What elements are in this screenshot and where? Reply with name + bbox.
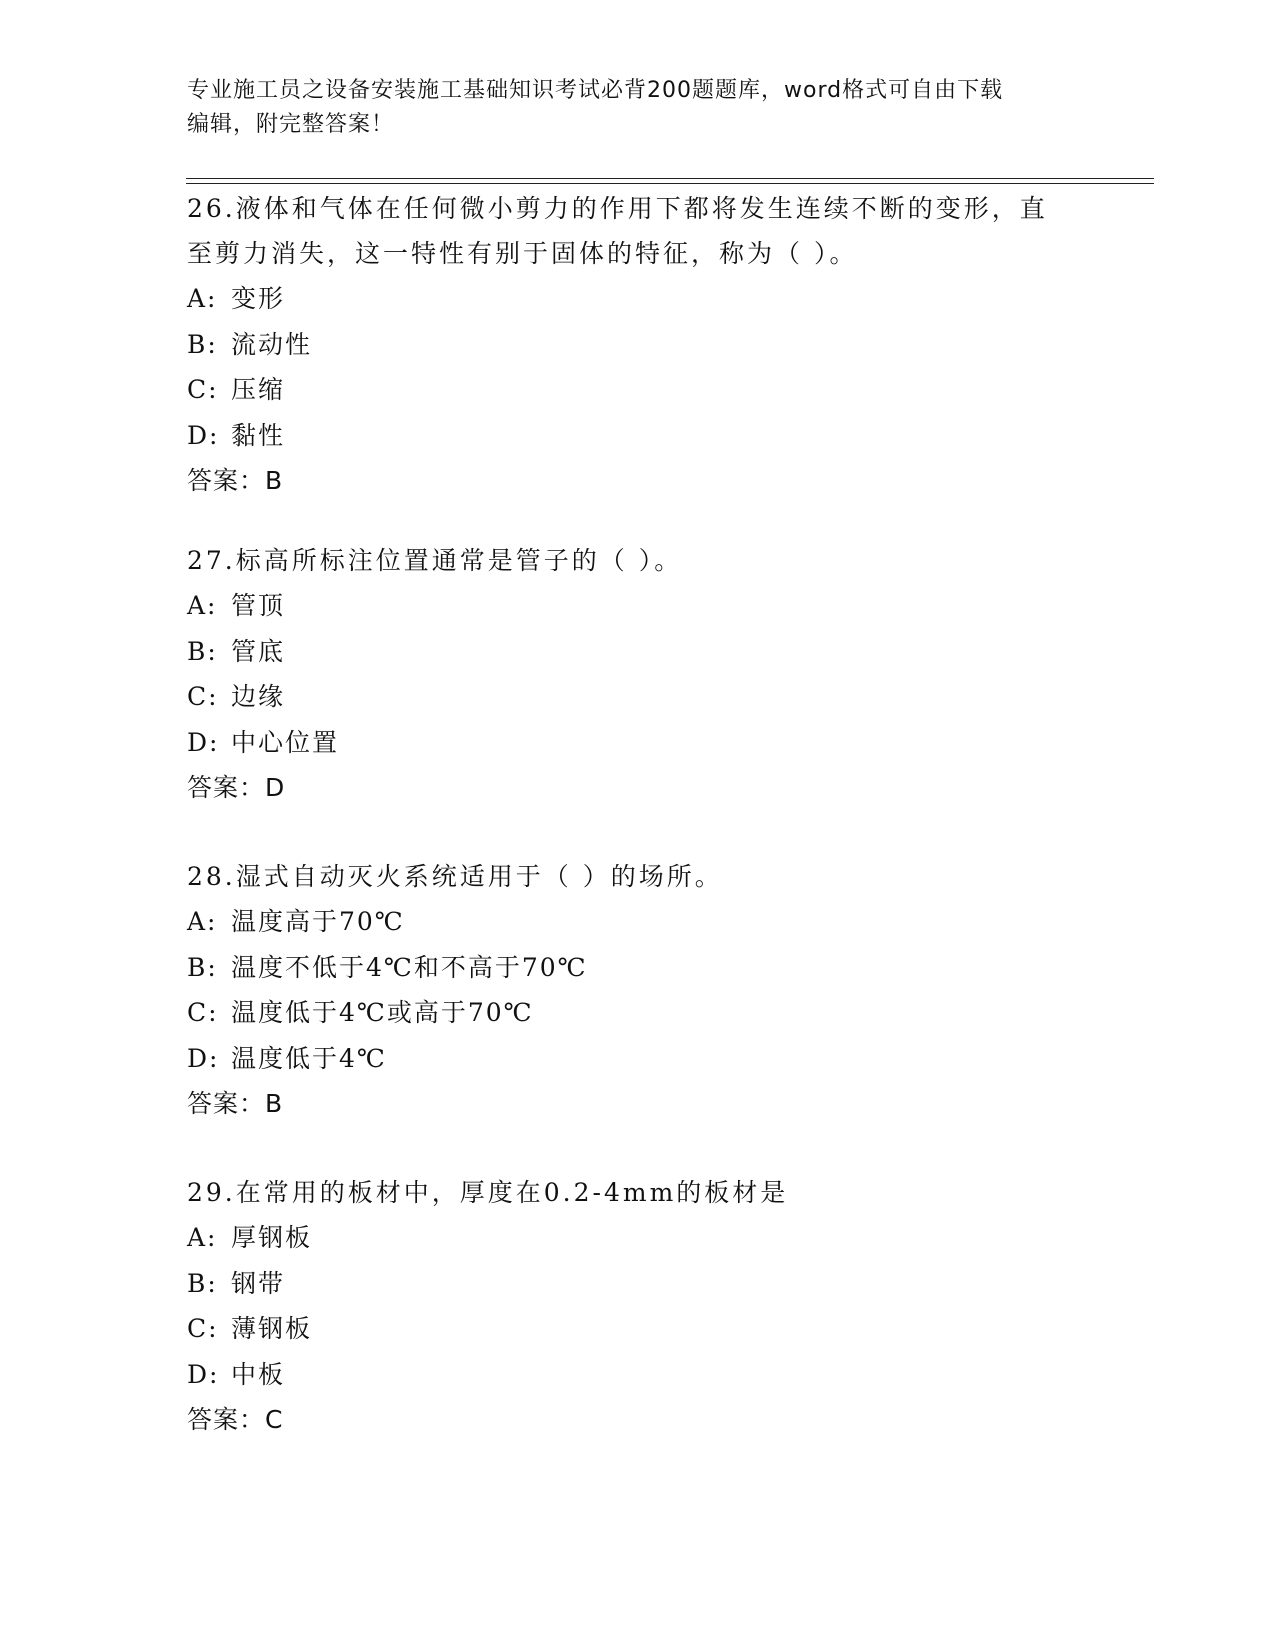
option-d: D: 中心位置 bbox=[187, 727, 340, 757]
option-d: D: 黏性 bbox=[187, 420, 286, 450]
option-b: B: 温度不低于4℃和不高于70℃ bbox=[187, 952, 588, 982]
option-c: C: 边缘 bbox=[187, 682, 286, 711]
option-b: B: 流动性 bbox=[187, 329, 313, 359]
header-line-2: 编辑，附完整答案！ bbox=[187, 112, 395, 137]
question-stem-line-1: 29.在常用的板材中，厚度在0.2-4mm的板材是 bbox=[187, 1178, 789, 1207]
document-header bbox=[187, 74, 1087, 142]
option-a: A: 变形 bbox=[187, 284, 286, 313]
answer-line: 答案：C bbox=[187, 1405, 284, 1434]
option-c: C: 薄钢板 bbox=[187, 1314, 313, 1343]
question-29 bbox=[187, 1170, 1087, 1442]
option-a: A: 厚钢板 bbox=[187, 1223, 313, 1252]
question-26 bbox=[187, 186, 1087, 503]
header-divider-bottom bbox=[186, 183, 1154, 184]
option-b: B: 管底 bbox=[187, 636, 286, 666]
answer-line: 答案：D bbox=[187, 773, 286, 802]
question-stem-line-1: 27.标高所标注位置通常是管子的（ ）。 bbox=[187, 546, 683, 575]
option-d: D: 温度低于4℃ bbox=[187, 1043, 387, 1073]
option-b: B: 钢带 bbox=[187, 1268, 286, 1298]
option-c: C: 压缩 bbox=[187, 375, 286, 404]
question-stem-line-1: 26.液体和气体在任何微小剪力的作用下都将发生连续不断的变形，直 bbox=[187, 194, 1048, 223]
answer-line: 答案：B bbox=[187, 466, 284, 495]
header-line-1: 专业施工员之设备安装施工基础知识考试必背200题题库，word格式可自由下载 bbox=[187, 78, 1004, 103]
option-a: A: 管顶 bbox=[187, 591, 286, 620]
header-divider-top bbox=[186, 178, 1154, 179]
question-27 bbox=[187, 538, 1087, 810]
option-c: C: 温度低于4℃或高于70℃ bbox=[187, 998, 534, 1027]
option-a: A: 温度高于70℃ bbox=[187, 907, 405, 936]
question-28 bbox=[187, 854, 1087, 1126]
option-d: D: 中板 bbox=[187, 1359, 286, 1389]
answer-line: 答案：B bbox=[187, 1089, 284, 1118]
question-stem-line-2: 至剪力消失，这一特性有别于固体的特征，称为（ ）。 bbox=[187, 239, 858, 268]
question-stem-line-1: 28.湿式自动灭火系统适用于（ ）的场所。 bbox=[187, 862, 723, 891]
